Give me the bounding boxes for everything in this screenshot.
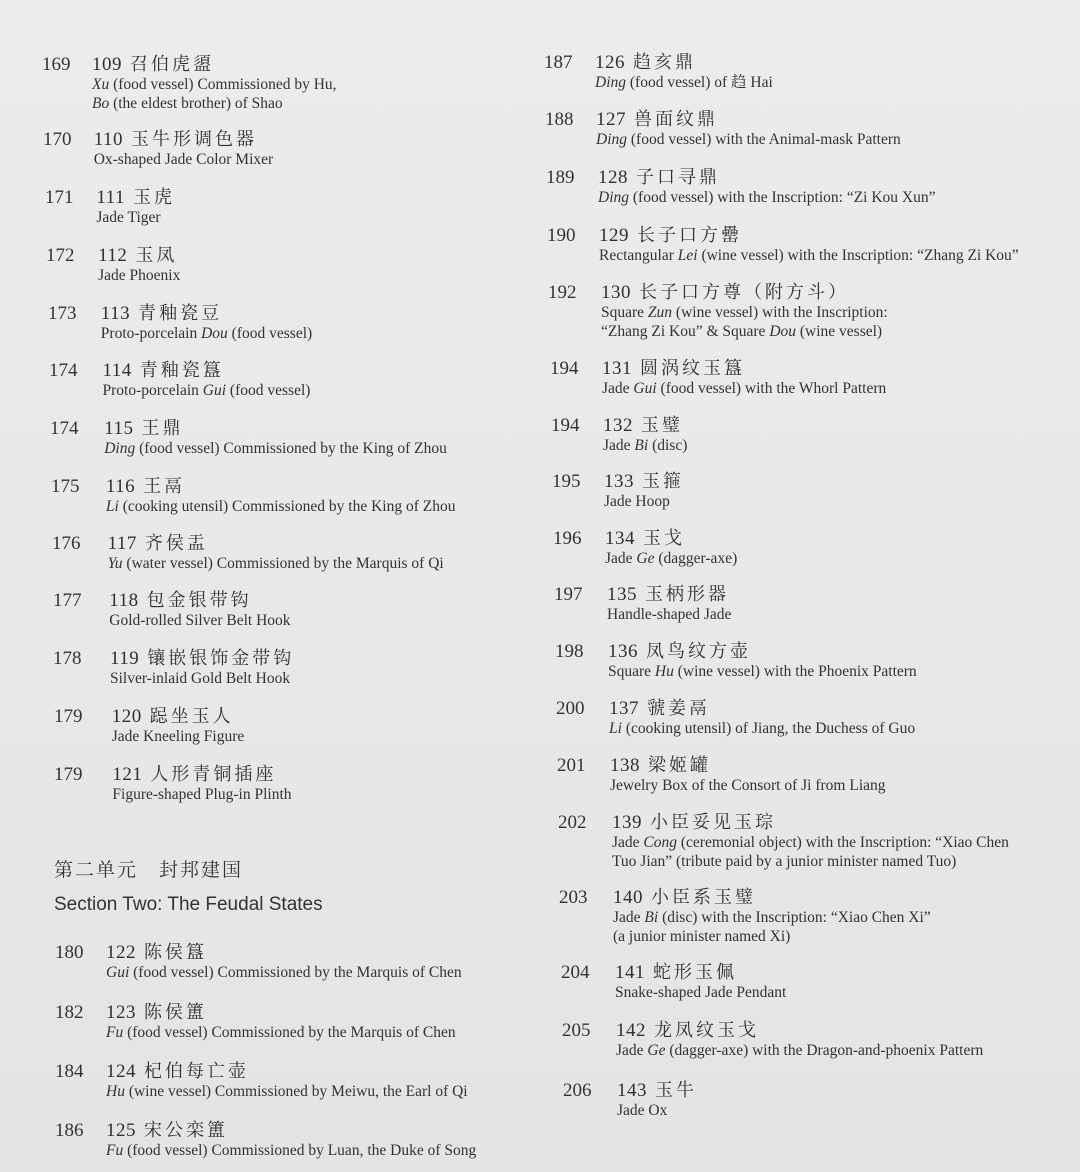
catalog-number: 114	[102, 360, 132, 381]
entry-heading	[615, 963, 786, 983]
entry-body	[603, 416, 687, 455]
english-description: Jade Kneeling Figure	[111, 728, 245, 745]
entry-body	[106, 477, 456, 516]
page-number: 176	[52, 533, 81, 554]
catalog-number: 135	[607, 584, 637, 605]
chinese-title: 虢姜鬲	[647, 698, 710, 719]
entry-heading	[604, 472, 684, 492]
english-description: Fu (food vessel) Commissioned by Luan, the Duke of Song	[106, 1142, 477, 1159]
page-number: 186	[55, 1120, 84, 1141]
english-description: Jade Gui (food vessel) with the Whorl Pattern	[602, 380, 887, 397]
catalog-entry	[546, 168, 936, 207]
entry-body	[607, 585, 731, 624]
chinese-title: 王鼎	[141, 418, 184, 439]
chinese-title: 兽面纹鼎	[634, 109, 718, 130]
chinese-title: 圆涡纹玉簋	[640, 358, 745, 379]
chinese-title: 蛇形玉佩	[653, 962, 737, 983]
entry-heading	[616, 1021, 983, 1041]
catalog-entry	[555, 642, 917, 681]
english-description: Gui (food vessel) Commissioned by the Marquis of Chen	[106, 964, 462, 981]
english-description: Snake-shaped Jade Pendant	[615, 984, 787, 1001]
entry-heading	[601, 283, 888, 303]
english-description: Jade Ge (dagger-axe) with the Dragon-and-phoenix Pattern	[616, 1042, 984, 1059]
catalog-number: 119	[110, 648, 140, 669]
entry-body	[104, 419, 447, 458]
page-number: 169	[42, 54, 71, 75]
catalog-entry	[51, 477, 456, 516]
english-description: Jade Tiger	[96, 209, 161, 226]
entry-heading	[101, 304, 312, 324]
entry-heading	[610, 756, 886, 776]
entry-heading	[112, 707, 245, 727]
entry-body	[615, 963, 786, 1002]
entry-body	[599, 226, 1019, 265]
catalog-number: 121	[112, 764, 143, 785]
page-number: 170	[43, 129, 72, 150]
entry-body	[109, 591, 290, 630]
chinese-title: 青釉瓷豆	[138, 303, 223, 324]
chinese-title: 包金银带钩	[146, 590, 252, 611]
entry-heading	[112, 765, 291, 785]
entry-heading	[607, 585, 731, 605]
english-description: Handle-shaped Jade	[607, 606, 732, 623]
english-description: Li (cooking utensil) Commissioned by the King of Zhou	[105, 498, 456, 515]
page-number: 177	[53, 590, 82, 611]
catalog-entry	[561, 963, 786, 1002]
catalog-number: 115	[104, 418, 134, 439]
catalog-number: 142	[616, 1020, 646, 1041]
chinese-title: 玉牛形调色器	[130, 129, 257, 150]
catalog-entry	[53, 649, 294, 688]
english-description: Jade Cong (ceremonial object) with the Inscription: “Xiao Chen	[612, 834, 1009, 851]
page-number: 178	[53, 648, 82, 669]
entry-heading	[595, 53, 773, 73]
section-heading	[54, 855, 323, 916]
chinese-title: 玉牛	[655, 1080, 697, 1101]
entry-heading	[602, 359, 886, 379]
catalog-number: 143	[617, 1080, 647, 1101]
catalog-number: 112	[98, 245, 128, 266]
entry-heading	[603, 416, 687, 436]
page-number: 192	[548, 282, 577, 303]
page-number: 190	[547, 225, 576, 246]
english-description: Ox-shaped Jade Color Mixer	[93, 151, 274, 168]
page-number: 205	[562, 1020, 591, 1041]
english-description: Ding (food vessel) Commissioned by the King of Zhou	[104, 440, 447, 457]
entry-body	[94, 130, 274, 169]
entry-heading	[612, 813, 1009, 833]
page-number: 187	[544, 52, 573, 73]
catalog-number: 139	[612, 812, 642, 833]
entry-heading	[609, 699, 915, 719]
page-number: 179	[54, 764, 83, 785]
entry-body	[604, 472, 684, 511]
chinese-title: 陈侯簠	[144, 1002, 207, 1023]
english-description: Ding (food vessel) with the Animal-mask Pattern	[596, 131, 901, 148]
english-description: Ding (food vessel) with the Inscription: “Zi Kou Xun”	[598, 189, 936, 206]
catalog-number: 123	[106, 1002, 136, 1023]
catalog-number: 133	[604, 471, 634, 492]
entry-heading	[608, 642, 917, 662]
catalog-number: 130	[601, 282, 631, 303]
english-description: Proto-porcelain Dou (food vessel)	[100, 325, 313, 342]
entry-body	[596, 110, 901, 149]
chinese-title: 长子口方罍	[637, 225, 742, 246]
catalog-number: 125	[106, 1120, 136, 1141]
english-description: Jade Phoenix	[98, 267, 181, 284]
english-description: Figure-shaped Plug-in Plinth	[112, 786, 292, 803]
english-description: Rectangular Lei (wine vessel) with the Inscription: “Zhang Zi Kou”	[599, 247, 1019, 264]
catalog-entry	[54, 765, 292, 804]
page-number: 195	[552, 471, 581, 492]
entry-body	[616, 1021, 983, 1060]
chinese-title: 长子口方尊（附方斗）	[639, 282, 849, 303]
english-description: Proto-porcelain Gui (food vessel)	[102, 382, 311, 399]
chinese-title: 玉箍	[642, 471, 684, 492]
page-number: 171	[45, 187, 74, 208]
catalog-entry	[43, 130, 273, 169]
english-description: Jade Bi (disc) with the Inscription: “Xiao Chen Xi”	[613, 909, 931, 926]
entry-body	[108, 534, 444, 573]
entry-heading	[104, 419, 447, 439]
catalog-entry	[558, 813, 1009, 871]
page-number: 201	[557, 755, 586, 776]
english-description: Jade Ge (dagger-axe)	[605, 550, 738, 567]
entry-heading	[109, 591, 290, 611]
english-description: Ding (food vessel) of 趋 Hai	[595, 74, 773, 91]
catalog-entry	[46, 246, 180, 285]
entry-body	[106, 1062, 468, 1101]
catalog-number: 117	[107, 533, 137, 554]
english-description: Bo (the eldest brother) of Shao	[92, 95, 283, 112]
chinese-title: 子口寻鼎	[636, 167, 720, 188]
catalog-entry	[545, 110, 901, 149]
catalog-number: 109	[92, 54, 122, 75]
catalog-number: 141	[615, 962, 645, 983]
catalog-entry	[53, 591, 291, 630]
entry-heading	[598, 168, 936, 188]
chinese-title: 王鬲	[143, 476, 186, 497]
chinese-title: 玉凤	[135, 245, 178, 266]
entry-body	[601, 283, 888, 341]
entry-body	[617, 1081, 697, 1120]
chinese-title: 跽坐玉人	[149, 706, 234, 727]
catalog-number: 122	[106, 942, 136, 963]
english-description: Hu (wine vessel) Commissioned by Meiwu, the Earl of Qi	[106, 1083, 468, 1100]
catalog-entry	[557, 756, 886, 795]
entry-body	[112, 707, 245, 746]
chinese-title: 镶嵌银饰金带钩	[147, 648, 295, 669]
catalog-entry	[552, 472, 684, 511]
section-title-english: Section Two: The Feudal States	[54, 894, 323, 915]
chinese-title: 小臣系玉璧	[651, 887, 756, 908]
english-description: Fu (food vessel) Commissioned by the Marquis of Chen	[106, 1024, 456, 1041]
entry-body	[612, 813, 1009, 871]
english-description: Li (cooking utensil) of Jiang, the Duchess of Guo	[609, 720, 916, 737]
catalog-number: 124	[106, 1061, 136, 1082]
entry-heading	[94, 130, 274, 150]
catalog-entry	[547, 226, 1019, 265]
entry-body	[103, 361, 311, 400]
page-number: 180	[55, 942, 84, 963]
catalog-entry	[55, 943, 462, 982]
entry-body	[106, 1121, 476, 1160]
page-number: 174	[49, 360, 78, 381]
english-description: Yu (water vessel) Commissioned by the Marquis of Qi	[107, 555, 444, 572]
entry-heading	[108, 534, 444, 554]
chinese-title: 梁姬罐	[648, 755, 711, 776]
chinese-title: 龙凤纹玉戈	[654, 1020, 759, 1041]
english-description: Silver-inlaid Gold Belt Hook	[110, 670, 291, 687]
entry-heading	[96, 188, 175, 208]
page-number: 200	[556, 698, 585, 719]
catalog-entry	[45, 188, 175, 227]
chinese-title: 宋公栾簠	[144, 1120, 228, 1141]
entry-body	[613, 888, 931, 946]
chinese-title: 齐侯盂	[144, 533, 208, 554]
english-description: Square Zun (wine vessel) with the Inscription:	[601, 304, 888, 321]
catalog-entry	[553, 529, 737, 568]
catalog-entry	[55, 1121, 476, 1160]
catalog-number: 128	[598, 167, 628, 188]
page-number: 173	[48, 303, 77, 324]
page-number: 194	[551, 415, 580, 436]
entry-body	[595, 53, 773, 92]
catalog-number: 132	[603, 415, 633, 436]
entry-heading	[605, 529, 737, 549]
entry-body	[610, 756, 886, 795]
entry-heading	[106, 1062, 468, 1082]
english-description: Square Hu (wine vessel) with the Phoenix Pattern	[608, 663, 917, 680]
chinese-title: 召伯虎盨	[130, 54, 214, 75]
catalog-entry	[556, 699, 915, 738]
entry-body	[608, 642, 917, 681]
catalog-entry	[50, 419, 447, 458]
catalog-number: 131	[602, 358, 632, 379]
entry-heading	[103, 361, 311, 381]
entry-body	[96, 188, 175, 227]
catalog-entry	[55, 1062, 468, 1101]
catalog-entry	[49, 361, 310, 400]
catalog-number: 110	[93, 129, 123, 150]
entry-body	[106, 1003, 456, 1042]
page-number: 196	[553, 528, 582, 549]
catalog-number: 118	[109, 590, 139, 611]
english-description: Jewelry Box of the Consort of Ji from Liang	[610, 777, 886, 794]
catalog-number: 116	[105, 476, 136, 497]
catalog-number: 120	[111, 706, 142, 727]
english-description: Jade Hoop	[604, 493, 670, 510]
page-number: 204	[561, 962, 590, 983]
catalog-number: 126	[595, 52, 625, 73]
entry-heading	[98, 246, 180, 266]
chinese-title: 玉柄形器	[645, 584, 729, 605]
catalog-entry	[55, 1003, 456, 1042]
catalog-entry	[544, 53, 773, 92]
catalog-number: 113	[100, 303, 131, 324]
entry-heading	[106, 1003, 456, 1023]
catalog-number: 129	[599, 225, 629, 246]
section-title-chinese: 第二单元 封邦建国	[54, 859, 244, 881]
catalog-number: 111	[96, 187, 125, 208]
english-description: Jade Bi (disc)	[603, 437, 688, 454]
page-number: 179	[54, 706, 83, 727]
page-number: 203	[559, 887, 588, 908]
entry-heading	[106, 477, 456, 497]
entry-heading	[617, 1081, 697, 1101]
page-number: 194	[550, 358, 579, 379]
page-number: 189	[546, 167, 575, 188]
entry-body	[106, 943, 462, 982]
english-description: Gold-rolled Silver Belt Hook	[109, 612, 291, 629]
entry-heading	[110, 649, 294, 669]
entry-body	[112, 765, 291, 804]
english-description: “Zhang Zi Kou” & Square Dou (wine vessel)	[601, 323, 883, 340]
entry-heading	[599, 226, 1019, 246]
catalog-entry	[563, 1081, 697, 1120]
catalog-number: 134	[605, 528, 635, 549]
page-number: 188	[545, 109, 574, 130]
catalog-entry	[52, 534, 444, 573]
chinese-title: 小臣妥见玉琮	[650, 812, 776, 833]
entry-heading	[613, 888, 931, 908]
catalog-entry	[550, 359, 886, 398]
chinese-title: 玉虎	[132, 187, 175, 208]
entry-body	[598, 168, 936, 207]
chinese-title: 凤鸟纹方壶	[646, 641, 751, 662]
page-number: 206	[563, 1080, 592, 1101]
entry-body	[605, 529, 737, 568]
entry-body	[101, 304, 312, 343]
catalog-entry	[48, 304, 312, 343]
catalog-entry	[554, 585, 731, 624]
page-number: 184	[55, 1061, 84, 1082]
chinese-title: 玉璧	[641, 415, 683, 436]
chinese-title: 趋亥鼎	[633, 52, 696, 73]
english-description: Tuo Jian” (tribute paid by a junior minister named Tuo)	[612, 853, 957, 870]
catalog-number: 127	[596, 109, 626, 130]
catalog-number: 138	[610, 755, 640, 776]
chinese-title: 杞伯每亡壶	[144, 1061, 249, 1082]
catalog-number: 140	[613, 887, 643, 908]
chinese-title: 玉戈	[643, 528, 685, 549]
entry-heading	[106, 1121, 476, 1141]
english-description: Xu (food vessel) Commissioned by Hu,	[92, 76, 337, 93]
page-number: 197	[554, 584, 583, 605]
entry-heading	[106, 943, 462, 963]
page-number: 174	[50, 418, 79, 439]
catalog-entry	[548, 283, 888, 341]
entry-heading	[596, 110, 901, 130]
catalog-number: 137	[609, 698, 639, 719]
catalog-entry	[54, 707, 244, 746]
entry-heading	[92, 55, 337, 75]
page-number: 172	[46, 245, 75, 266]
entry-body	[602, 359, 886, 398]
chinese-title: 陈侯簋	[144, 942, 207, 963]
page-number: 175	[51, 476, 80, 497]
english-description: Jade Ox	[617, 1102, 668, 1119]
entry-body	[609, 699, 915, 738]
chinese-title: 青釉瓷簋	[139, 360, 224, 381]
english-description: (a junior minister named Xi)	[613, 928, 791, 945]
catalog-entry	[562, 1021, 983, 1060]
entry-body	[110, 649, 294, 688]
catalog-entry	[42, 55, 337, 113]
page-number: 182	[55, 1002, 84, 1023]
catalog-entry	[559, 888, 931, 946]
entry-body	[92, 55, 337, 113]
page-number: 202	[558, 812, 587, 833]
catalog-number: 136	[608, 641, 638, 662]
chinese-title: 人形青铜插座	[150, 764, 277, 785]
page-number: 198	[555, 641, 584, 662]
entry-body	[98, 246, 180, 285]
catalog-entry	[551, 416, 687, 455]
